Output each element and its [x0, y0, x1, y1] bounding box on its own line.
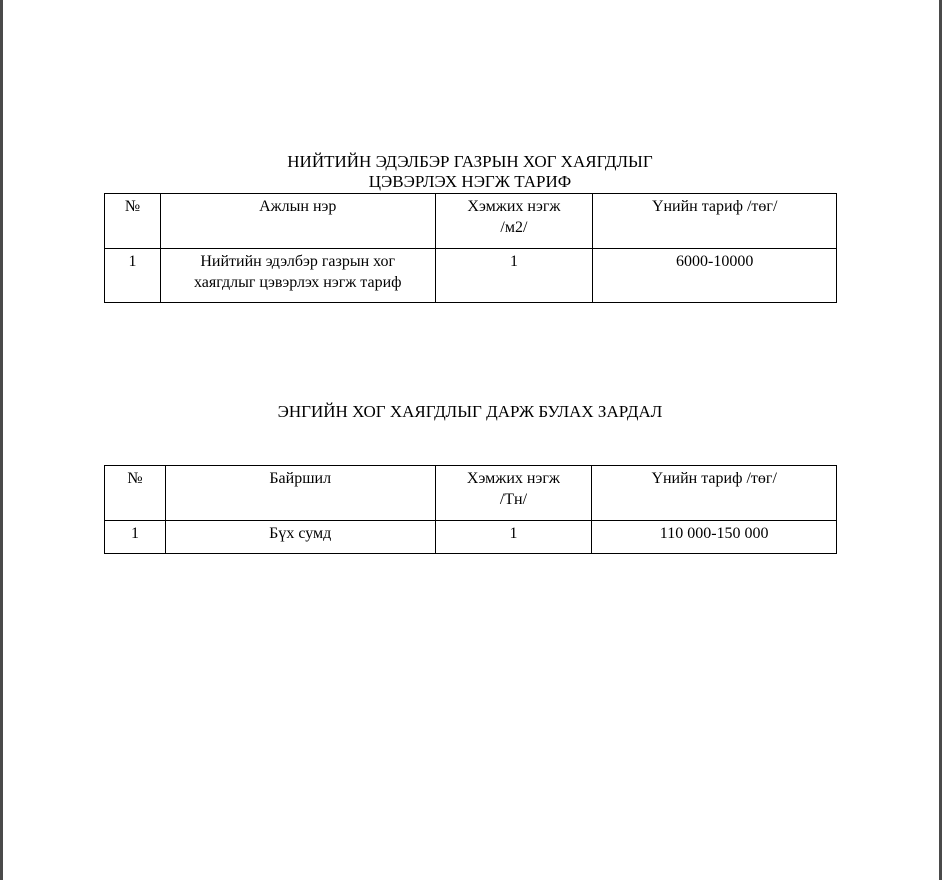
- header-tariff: Үнийн тариф /төг/: [592, 466, 837, 521]
- section1-title-line2: ЦЭВЭРЛЭХ НЭГЖ ТАРИФ: [368, 172, 572, 191]
- section2-title: ЭНГИЙН ХОГ ХАЯГДЛЫГ ДАРЖ БУЛАХ ЗАРДАЛ: [277, 402, 663, 421]
- cell-unit: 1: [435, 521, 592, 554]
- header-unit-line1: Хэмжих нэгж: [466, 470, 560, 487]
- cell-location: Бүх сумд: [165, 521, 435, 554]
- cell-work-name: [160, 249, 435, 303]
- header-unit-line2: /м2/: [500, 219, 528, 236]
- cell-number: 1: [105, 249, 161, 303]
- section1-title-line1: НИЙТИЙН ЭДЭЛБЭР ГАЗРЫН ХОГ ХАЯГДЛЫГ: [287, 152, 653, 171]
- table-row: [105, 249, 837, 303]
- cell-number: 1: [105, 521, 166, 554]
- header-work-name: Ажлын нэр: [160, 194, 435, 249]
- header-number: №: [105, 466, 166, 521]
- cell-unit: 1: [435, 249, 593, 303]
- cell-tariff: 110 000-150 000: [592, 521, 837, 554]
- cleaning-tariff-table: [104, 193, 837, 303]
- table-header-row: [105, 466, 837, 521]
- header-location: Байршил: [165, 466, 435, 521]
- cell-work-name-line1: Нийтийн эдэлбэр газрын хог: [200, 253, 396, 270]
- section1-title: [104, 152, 836, 192]
- table-header-row: [105, 194, 837, 249]
- landfill-cost-table: [104, 465, 837, 554]
- cell-work-name-line2: хаягдлыг цэвэрлэх нэгж тариф: [193, 274, 402, 291]
- header-number: №: [105, 194, 161, 249]
- table-row: [105, 521, 837, 554]
- cell-tariff: 6000-10000: [593, 249, 837, 303]
- header-tariff: Үнийн тариф /төг/: [593, 194, 837, 249]
- header-unit: [435, 466, 592, 521]
- page-left-edge: [0, 0, 3, 880]
- header-unit: [435, 194, 593, 249]
- header-unit-line1: Хэмжих нэгж: [467, 198, 561, 215]
- header-unit-line2: /Тн/: [499, 491, 528, 508]
